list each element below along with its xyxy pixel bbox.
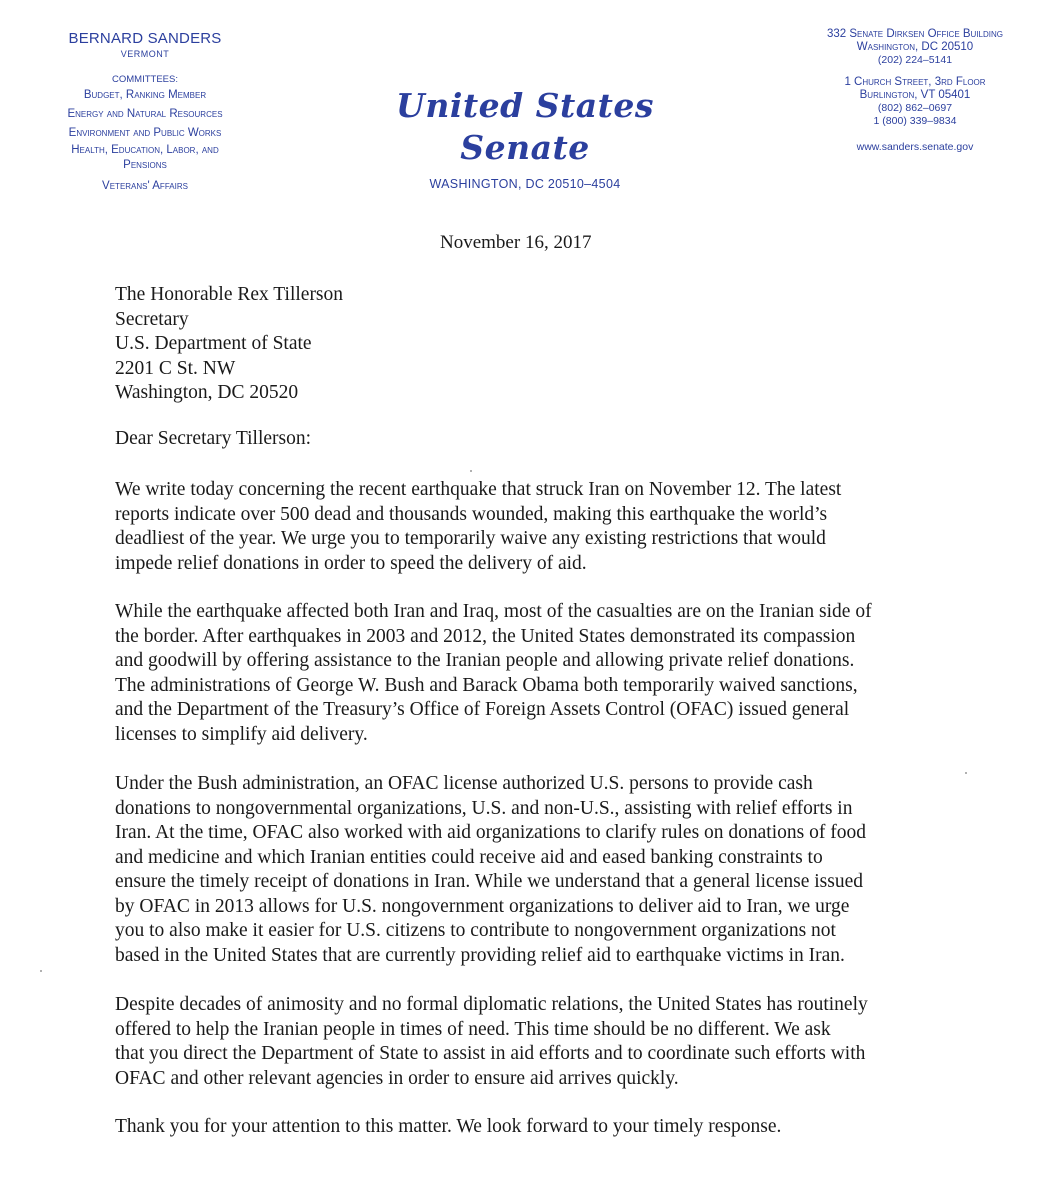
letterhead-right: [800, 28, 1030, 154]
office-phone: 1 (800) 339–9834: [873, 115, 957, 127]
recipient-line: U.S. Department of State: [115, 333, 312, 354]
office-phone: (802) 862–0697: [877, 102, 953, 114]
body-paragraph: Under the Bush administration, an OFAC license authorized U.S. persons to provide cash donations to nongovernmental organizations, U.S. and non-U.S., assisting with relief efforts in Iran. At the time, OFAC also worked with aid organizations to clarify rules on donations of food and medicine and which Iranian entities could receive aid and eased banking constraints to ensure the timely receipt of donations in Iran. While we understand that a general license issued by OFAC in 2013 allows for U.S. nongovernment organizations to deliver aid to Iran, we urge you to also make it easier for U.S. citizens to contribute to nongovernment organizations not based in the United States that are currently providing relief aid to earthquake victims in Iran.: [115, 773, 866, 966]
scan-speck: [40, 970, 42, 972]
committees-title: COMMITTEES:: [112, 74, 178, 85]
committee-item: Health, Education, Labor, and: [71, 144, 219, 156]
senate-address: WASHINGTON, DC 20510–4504: [429, 177, 621, 191]
committee-item: Budget, Ranking Member: [83, 89, 207, 101]
closing-paragraph: Thank you for your attention to this matter. We look forward to your timely response.: [115, 1116, 782, 1137]
body-paragraph: Despite decades of animosity and no formal diplomatic relations, the United States has routinely offered to help the Iranian people in times of need. This time should be no different. We ask that you direct the Department of State to assist in aid efforts and to coordinate such efforts with OFAC and other relevant agencies in order to ensure aid arrives quickly.: [115, 994, 868, 1089]
body-paragraph: We write today concerning the recent earthquake that struck Iran on November 12. The latest reports indicate over 500 dead and thousands wounded, making this earthquake the world’s deadliest of the year. We urge you to temporarily waive any existing restrictions that would impede relief donations in order to speed the delivery of aid.: [115, 479, 842, 574]
letterhead-center: [340, 85, 710, 191]
body-paragraph: While the earthquake affected both Iran and Iraq, most of the casualties are on the Iranian side of the border. After earthquakes in 2003 and 2012, the United States demonstrated its compassion and goodwill by offering assistance to the Iranian people and allowing private relief donations. The administrations of George W. Bush and Barack Obama both temporarily waived sanctions, and the Department of the Treasury’s Office of Foreign Assets Control (OFAC) issued general licenses to simplify aid delivery.: [115, 601, 872, 745]
committee-item: Veterans' Affairs: [102, 180, 188, 192]
scan-speck: [965, 772, 967, 774]
senator-name: BERNARD SANDERS: [68, 30, 222, 47]
committee-item: Pensions: [123, 159, 167, 171]
office-phone: (202) 224–5141: [877, 54, 953, 66]
senator-state: VERMONT: [120, 49, 170, 59]
office-line: 332 Senate Dirksen Office Building: [827, 28, 1003, 40]
letter-date: November 16, 2017: [440, 232, 592, 253]
recipient-line: Washington, DC 20520: [115, 382, 299, 403]
office-line: 1 Church Street, 3rd Floor: [844, 76, 986, 88]
office-line: Washington, DC 20510: [856, 41, 974, 53]
scan-speck: [470, 470, 472, 472]
recipient-line: 2201 C St. NW: [115, 357, 236, 379]
salutation: Dear Secretary Tillerson:: [115, 428, 312, 449]
recipient-line: The Honorable Rex Tillerson: [115, 284, 344, 305]
letterhead-left: [30, 30, 260, 196]
recipient-line: Secretary: [115, 308, 189, 330]
committee-item: Environment and Public Works: [68, 127, 222, 139]
senate-title: United States Senate: [396, 86, 654, 167]
committee-item: Energy and Natural Resources: [67, 108, 223, 120]
office-line: Burlington, VT 05401: [859, 89, 971, 101]
recipient-address: [115, 283, 343, 406]
website: www.sanders.senate.gov: [856, 141, 974, 153]
